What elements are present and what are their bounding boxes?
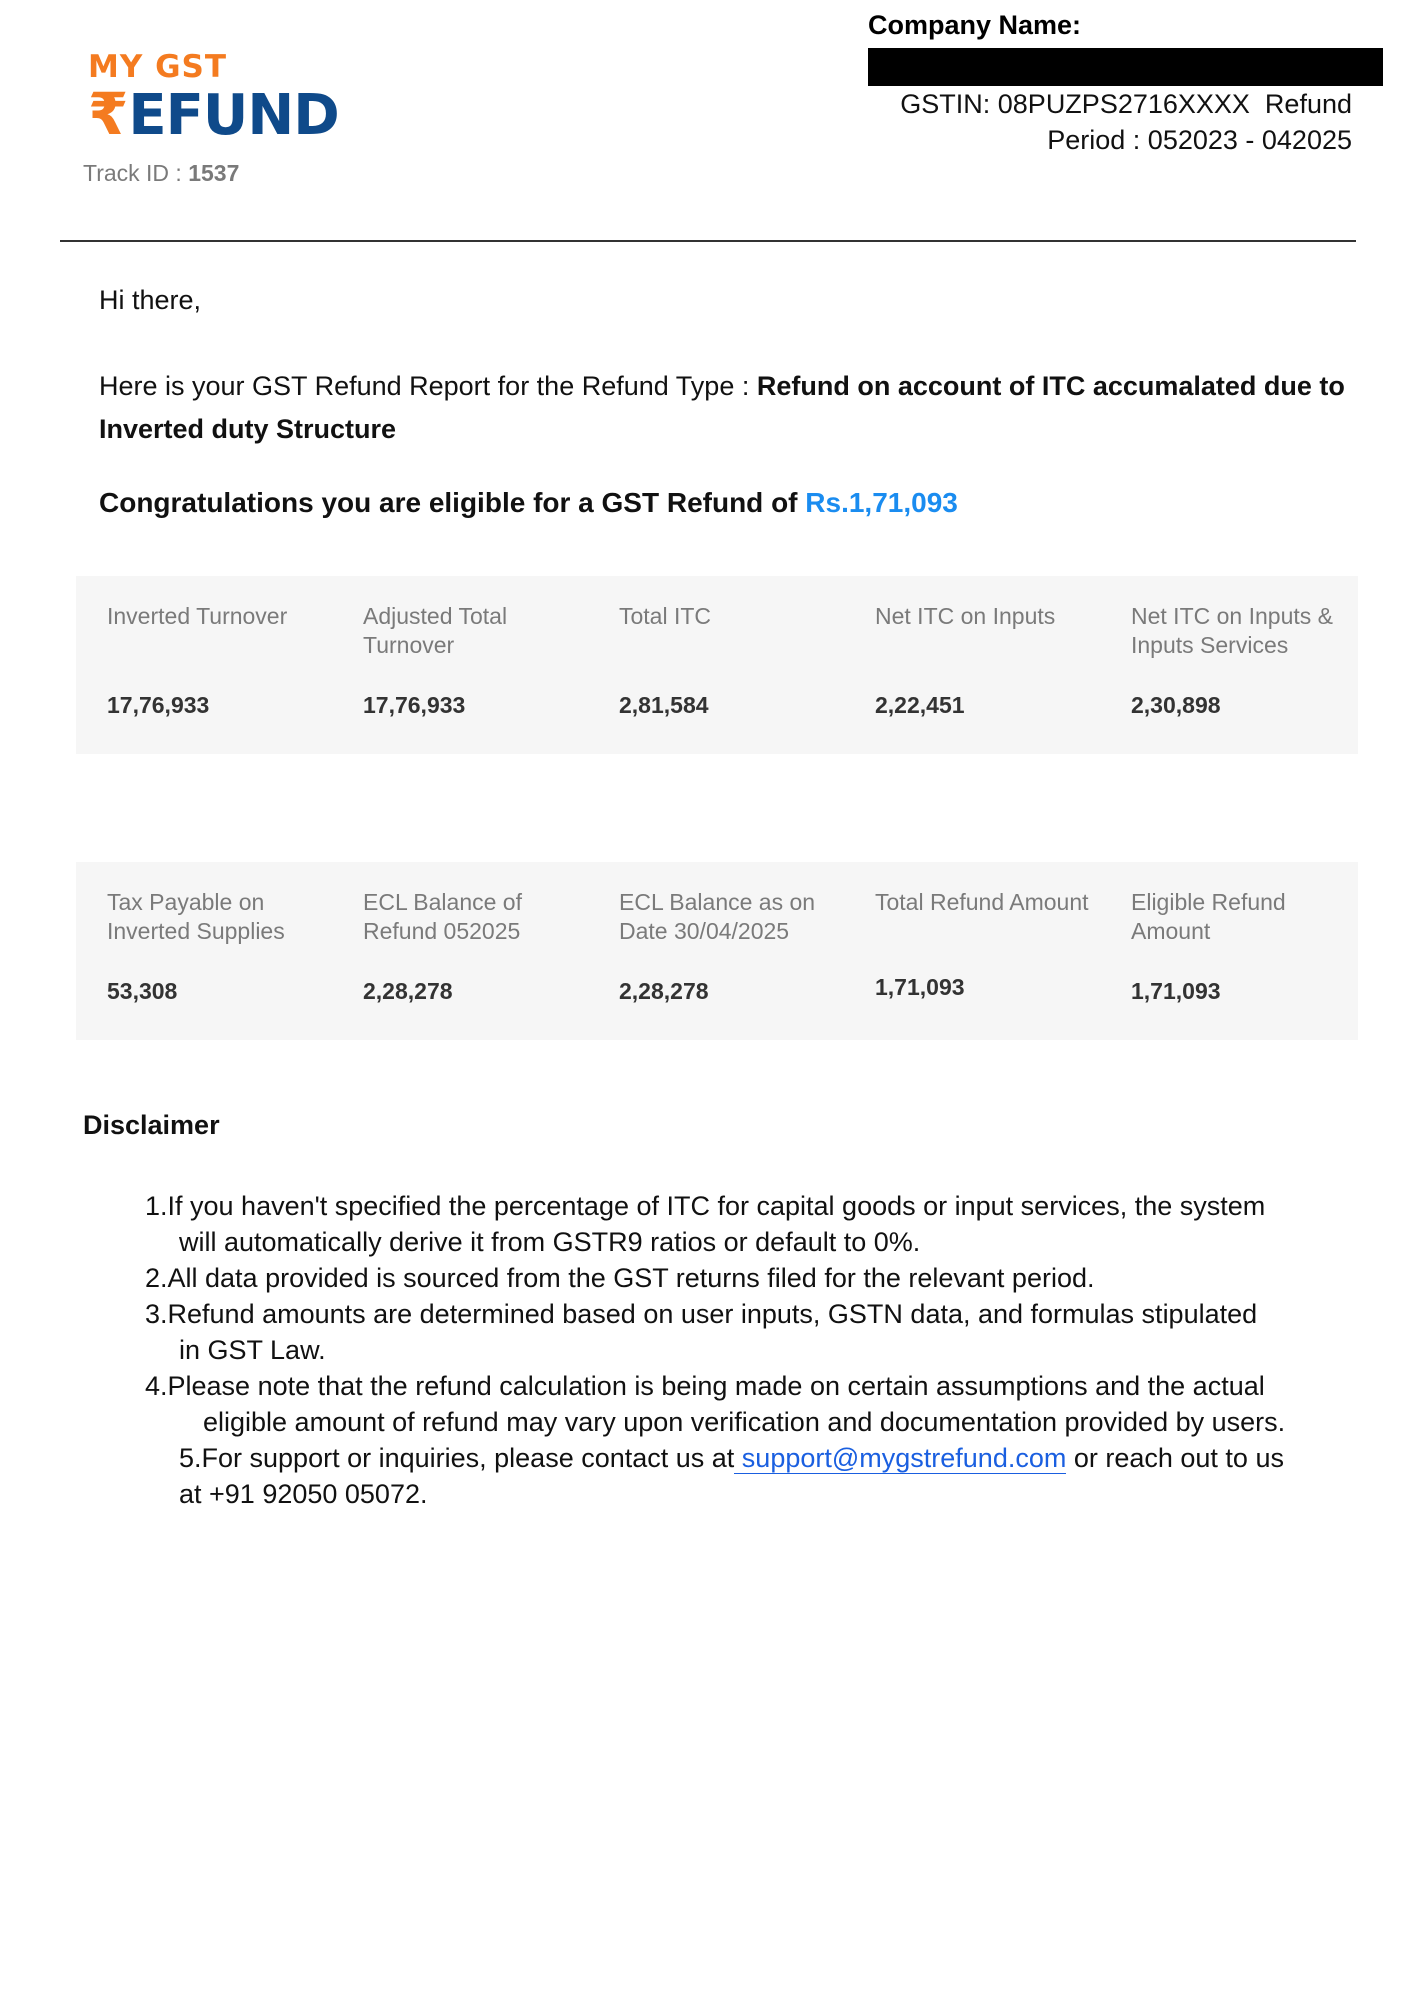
metric-label: ECL Balance as on Date 30/04/2025 [619, 889, 816, 944]
support-prefix: 5.For support or inquiries, please contact us at [179, 1443, 735, 1473]
period-line: Period : 052023 - 042025 [1047, 125, 1352, 155]
metric-value: 1,71,093 [1131, 978, 1221, 1004]
disclaimer-line [179, 1440, 1370, 1476]
metric-eligible-refund [1100, 862, 1356, 1040]
metric-value: 53,308 [107, 978, 178, 1004]
disclaimer-list [145, 1188, 1370, 1512]
disclaimer-line: 2.All data provided is sourced from the GST returns filed for the relevant period. [145, 1263, 1095, 1293]
disclaimer-item-3 [145, 1296, 1370, 1368]
metric-ecl-balance-date [588, 862, 844, 1040]
metric-total-itc [588, 576, 844, 754]
metric-label: Net ITC on Inputs & Inputs Services [1131, 603, 1333, 658]
company-name-label: Company Name: [868, 10, 1082, 40]
company-name-redacted [868, 48, 1383, 86]
track-id-value: 1537 [188, 160, 240, 186]
disclaimer-line: 4.Please note that the refund calculation is being made on certain assumptions and the actual [145, 1371, 1265, 1401]
header-divider [60, 240, 1356, 242]
rupee-icon: ₹ [88, 80, 129, 148]
metric-value: 17,76,933 [363, 692, 466, 718]
brand-logo [88, 50, 348, 160]
disclaimer-title: Disclaimer [83, 1110, 220, 1140]
metric-tax-payable [76, 862, 332, 1040]
metric-label: Total ITC [619, 603, 712, 629]
metric-ecl-balance-refund [332, 862, 588, 1040]
metric-value: 2,28,278 [363, 978, 453, 1004]
metric-label: Tax Payable on Inverted Supplies [107, 889, 285, 944]
logo-word: EFUND [128, 83, 339, 148]
report-prefix: Here is your GST Refund Report for the Refund Type : [99, 371, 757, 401]
disclaimer-item-5 [145, 1440, 1370, 1512]
disclaimer-line: will automatically derive it from GSTR9 ratios or default to 0%. [179, 1227, 921, 1257]
metric-net-itc-inputs-services [1100, 576, 1356, 754]
disclaimer-item-2 [145, 1260, 1370, 1296]
track-id-label: Track ID : [83, 160, 182, 186]
metric-value: 2,30,898 [1131, 692, 1221, 718]
metric-net-itc-inputs [844, 576, 1100, 754]
metric-value: 1,71,093 [875, 974, 965, 1000]
metric-inverted-turnover [76, 576, 332, 754]
disclaimer-line: at +91 92050 05072. [179, 1479, 428, 1509]
logo-bottom-text [88, 80, 348, 160]
congrats-prefix: Congratulations you are eligible for a GST Refund of [99, 487, 806, 518]
disclaimer-item-1 [145, 1188, 1370, 1260]
metric-value: 2,28,278 [619, 978, 709, 1004]
gstin-period-block [832, 86, 1352, 158]
metric-adjusted-total-turnover [332, 576, 588, 754]
metric-value: 17,76,933 [107, 692, 210, 718]
support-email-link[interactable]: support@mygstrefund.com [734, 1443, 1067, 1473]
eligible-amount: Rs.1,71,093 [805, 487, 958, 518]
metric-label: Net ITC on Inputs [875, 603, 1056, 629]
metric-total-refund [844, 862, 1100, 1040]
metrics-panel-2 [76, 862, 1358, 1040]
refund-type: Refund on account of ITC accumalated due to Inverted duty Structure [99, 371, 1345, 444]
report-type-line [99, 365, 1349, 451]
metric-label: Inverted Turnover [107, 603, 288, 629]
metric-value: 2,22,451 [875, 692, 965, 718]
support-suffix: or reach out to us [1066, 1443, 1284, 1473]
disclaimer-item-4 [145, 1368, 1370, 1440]
metrics-panel-1 [76, 576, 1358, 754]
metric-label: ECL Balance of Refund 052025 [363, 889, 522, 944]
track-id [83, 160, 239, 187]
disclaimer-line: eligible amount of refund may vary upon verification and documentation provided by users. [203, 1407, 1286, 1437]
disclaimer-line: in GST Law. [179, 1335, 326, 1365]
gstin-line: GSTIN: 08PUZPS2716XXXX Refund [900, 89, 1352, 119]
metric-label: Adjusted Total Turnover [363, 603, 508, 658]
metric-value: 2,81,584 [619, 692, 709, 718]
logo-top-text: MY GST [88, 49, 228, 85]
greeting: Hi there, [99, 285, 202, 315]
disclaimer-line: 1.If you haven't specified the percentage of ITC for capital goods or input services, the system [145, 1191, 1266, 1221]
metric-label: Eligible Refund Amount [1131, 889, 1286, 944]
eligibility-message [99, 487, 958, 519]
disclaimer-line: 3.Refund amounts are determined based on user inputs, GSTN data, and formulas stipulated [145, 1299, 1258, 1329]
metric-label: Total Refund Amount [875, 889, 1089, 915]
